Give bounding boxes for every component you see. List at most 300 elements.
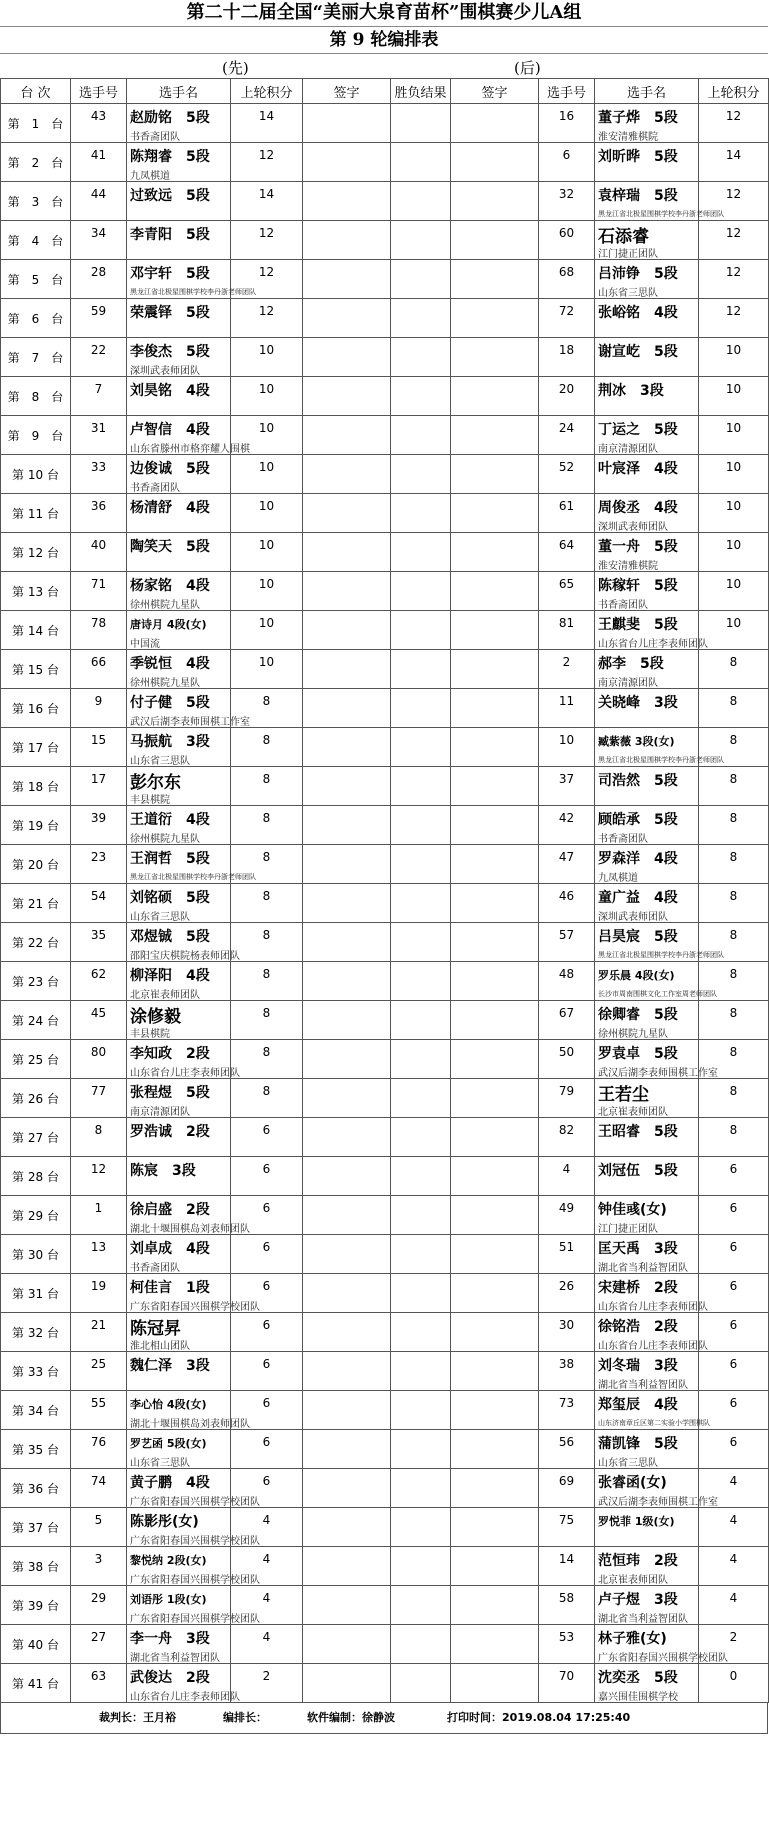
- black-player-team: 书香斋团队: [130, 483, 180, 494]
- black-player-team: 山东省台儿庄李表师团队: [130, 1068, 240, 1079]
- black-player-team: 山东省滕州市格弈耀人围棋: [130, 444, 250, 455]
- white-prev-points: 6: [699, 1430, 769, 1469]
- black-player-team: 九凤棋道: [130, 171, 170, 182]
- white-seed: 42: [539, 806, 595, 845]
- table-number: 第 24 台: [1, 1001, 71, 1040]
- black-sign-cell: [303, 1625, 391, 1664]
- black-sign-cell: [303, 377, 391, 416]
- black-sign-cell: [303, 845, 391, 884]
- black-sign-cell: [303, 611, 391, 650]
- black-sign-cell: [303, 221, 391, 260]
- white-sign-cell: [451, 728, 539, 767]
- black-player: [127, 221, 231, 260]
- black-sign-cell: [303, 1040, 391, 1079]
- pairing-row: [1, 572, 769, 611]
- black-prev-points: 4: [231, 1625, 303, 1664]
- white-prev-points: 6: [699, 1157, 769, 1196]
- result-cell: [391, 1547, 451, 1586]
- white-sign-cell: [451, 533, 539, 572]
- white-sign-cell: [451, 1586, 539, 1625]
- black-sign-cell: [303, 1430, 391, 1469]
- white-player: [595, 650, 699, 689]
- white-player-name: 罗悦菲 1级(女): [598, 1515, 675, 1528]
- white-player: [595, 728, 724, 767]
- white-sign-cell: [451, 494, 539, 533]
- black-prev-points: 8: [231, 962, 303, 1001]
- white-seed: 48: [539, 962, 595, 1001]
- result-cell: [391, 533, 451, 572]
- white-seed: 82: [539, 1118, 595, 1157]
- black-player-team: 北京崔表师团队: [130, 990, 200, 1001]
- white-prev-points: 8: [699, 1040, 769, 1079]
- white-player-name: 张峪铭 4段: [598, 305, 678, 321]
- black-player-name: 荣震铎 5段: [130, 305, 210, 321]
- header-row: [1, 79, 769, 104]
- black-prev-points: 10: [231, 494, 303, 533]
- black-player-team: 丰县棋院: [130, 1029, 170, 1040]
- black-player-team: 湖北十堰围棋岛刘表师团队: [130, 1419, 250, 1430]
- white-player-name: 石添睿: [598, 227, 649, 247]
- black-sign-cell: [303, 1508, 391, 1547]
- footer: [0, 1703, 768, 1734]
- black-sign-cell: [303, 923, 391, 962]
- black-player: [127, 650, 231, 689]
- white-player: [595, 1001, 699, 1040]
- white-player-team: 江门捷正团队: [598, 1224, 658, 1235]
- pairing-row: [1, 1508, 769, 1547]
- black-seed: 62: [71, 962, 127, 1001]
- pairing-row: [1, 1586, 769, 1625]
- white-player: [595, 1118, 699, 1157]
- white-player-team: 深圳武表师团队: [598, 522, 668, 533]
- black-seed: 19: [71, 1274, 127, 1313]
- table-number: 第 15 台: [1, 650, 71, 689]
- black-prev-points: 10: [231, 455, 303, 494]
- result-cell: [391, 572, 451, 611]
- table-number: 第 35 台: [1, 1430, 71, 1469]
- pairing-row: [1, 338, 769, 377]
- white-player: [595, 845, 699, 884]
- white-sign-cell: [451, 1313, 539, 1352]
- black-player: [127, 1352, 231, 1391]
- white-prev-points: 10: [699, 455, 769, 494]
- black-player-team: 中国流: [130, 639, 160, 650]
- white-prev-points: 2: [699, 1625, 769, 1664]
- pairing-row: [1, 1157, 769, 1196]
- black-player: [127, 1157, 231, 1196]
- table-number: 第 2 台: [1, 143, 71, 182]
- white-player-name: 张睿函(女): [598, 1475, 667, 1491]
- black-player: [127, 455, 231, 494]
- black-sign-cell: [303, 182, 391, 221]
- black-sign-cell: [303, 806, 391, 845]
- white-player-name: 童广益 4段: [598, 890, 678, 906]
- black-sign-cell: [303, 1547, 391, 1586]
- table-number: 第 21 台: [1, 884, 71, 923]
- table-number: 第 1 台: [1, 104, 71, 143]
- result-cell: [391, 455, 451, 494]
- side-labels: [0, 54, 768, 78]
- black-sign-cell: [303, 767, 391, 806]
- white-seed: 57: [539, 923, 595, 962]
- result-cell: [391, 728, 451, 767]
- white-seed: 67: [539, 1001, 595, 1040]
- pairing-row: [1, 806, 769, 845]
- white-prev-points: 12: [699, 260, 769, 299]
- black-prev-points: 8: [231, 767, 303, 806]
- white-sign-cell: [451, 1430, 539, 1469]
- black-sign-cell: [303, 1001, 391, 1040]
- black-player-name: 李心怡 4段(女): [130, 1398, 207, 1411]
- white-player-name: 罗乐晨 4段(女): [598, 969, 675, 982]
- white-prev-points: 6: [699, 1196, 769, 1235]
- black-player-name: 黎悦纳 2段(女): [130, 1554, 207, 1567]
- result-cell: [391, 1391, 451, 1430]
- pairing-row: [1, 104, 769, 143]
- white-seed: 26: [539, 1274, 595, 1313]
- table-number: 第 12 台: [1, 533, 71, 572]
- white-player: [595, 221, 699, 260]
- pairing-row: [1, 182, 769, 221]
- white-player-name: 钟佳彧(女): [598, 1202, 667, 1218]
- black-seed: 21: [71, 1313, 127, 1352]
- white-sign-cell: [451, 104, 539, 143]
- black-player-team: 深圳武表师团队: [130, 366, 200, 377]
- table-number: 第 25 台: [1, 1040, 71, 1079]
- white-sign-cell: [451, 767, 539, 806]
- black-player: [127, 338, 231, 377]
- black-player-name: 罗浩诚 2段: [130, 1124, 210, 1140]
- black-player: [127, 182, 231, 221]
- table-number: 第 6 台: [1, 299, 71, 338]
- white-player-name: 臧紫薇 3段(女): [598, 735, 675, 748]
- header-table: 台 次: [1, 79, 71, 104]
- white-player-name: 刘昕晔 5段: [598, 149, 678, 165]
- black-player: [127, 1547, 260, 1586]
- white-seed: 51: [539, 1235, 595, 1274]
- white-player-team: 山东省三思队: [598, 1458, 658, 1469]
- black-prev-points: 6: [231, 1469, 303, 1508]
- black-prev-points: 8: [231, 806, 303, 845]
- table-number: 第 40 台: [1, 1625, 71, 1664]
- white-player: [595, 182, 724, 221]
- black-player-name: 张程煜 5段: [130, 1085, 210, 1101]
- white-prev-points: 8: [699, 962, 769, 1001]
- black-player-team: 书香斋团队: [130, 1263, 180, 1274]
- white-seed: 64: [539, 533, 595, 572]
- white-player-name: 王麒斐 5段: [598, 617, 678, 633]
- black-sign-cell: [303, 962, 391, 1001]
- white-prev-points: 8: [699, 923, 769, 962]
- black-sign-cell: [303, 1118, 391, 1157]
- black-prev-points: 10: [231, 611, 303, 650]
- white-sign-cell: [451, 1079, 539, 1118]
- black-player: [127, 494, 231, 533]
- black-sign-cell: [303, 299, 391, 338]
- black-sign-cell: [303, 1157, 391, 1196]
- black-player-team: 山东省三思队: [130, 756, 190, 767]
- result-cell: [391, 1274, 451, 1313]
- black-seed: 45: [71, 1001, 127, 1040]
- black-player-name: 陶笑天 5段: [130, 539, 210, 555]
- white-seed: 65: [539, 572, 595, 611]
- black-seed: 39: [71, 806, 127, 845]
- white-sign-cell: [451, 1196, 539, 1235]
- white-prev-points: 10: [699, 572, 769, 611]
- black-player-team: 广东省阳春国兴围棋学校团队: [130, 1302, 260, 1313]
- table-number: 第 28 台: [1, 1157, 71, 1196]
- white-player-team: 长沙市周南围棋文化工作室周老师团队: [598, 990, 717, 998]
- black-player-name: 刘铭硕 5段: [130, 890, 210, 906]
- white-prev-points: 14: [699, 143, 769, 182]
- black-player: [127, 884, 231, 923]
- white-prev-points: 12: [699, 221, 769, 260]
- table-number: 第 16 台: [1, 689, 71, 728]
- black-sign-cell: [303, 455, 391, 494]
- white-prev-points: 0: [699, 1664, 769, 1703]
- white-player: [595, 338, 699, 377]
- black-seed: 36: [71, 494, 127, 533]
- black-player-name: 唐诗月 4段(女): [130, 618, 207, 631]
- black-player-name: 武俊达 2段: [130, 1670, 210, 1686]
- black-player-name: 李知政 2段: [130, 1046, 210, 1062]
- result-cell: [391, 845, 451, 884]
- black-player-name: 魏仁泽 3段: [130, 1358, 210, 1374]
- table-number: 第 34 台: [1, 1391, 71, 1430]
- pairing-row: [1, 962, 769, 1001]
- white-player-name: 关晓峰 3段: [598, 695, 678, 711]
- white-prev-points: 4: [699, 1508, 769, 1547]
- black-player-name: 陈翔睿 5段: [130, 149, 210, 165]
- white-player: [595, 689, 699, 728]
- black-player: [127, 143, 231, 182]
- white-player-name: 王若尘: [598, 1085, 649, 1105]
- result-cell: [391, 1625, 451, 1664]
- header-white-seed: 选手号: [539, 79, 595, 104]
- table-number: 第 27 台: [1, 1118, 71, 1157]
- white-player-name: 顾皓承 5段: [598, 812, 678, 828]
- white-sign-cell: [451, 1001, 539, 1040]
- black-seed: 54: [71, 884, 127, 923]
- black-player-name: 刘昊铭 4段: [130, 383, 210, 399]
- black-player-team: 南京清源团队: [130, 1107, 190, 1118]
- white-seed: 24: [539, 416, 595, 455]
- table-number: 第 10 台: [1, 455, 71, 494]
- black-player-name: 陈宸 3段: [130, 1163, 196, 1179]
- black-sign-cell: [303, 533, 391, 572]
- white-sign-cell: [451, 1547, 539, 1586]
- white-prev-points: 8: [699, 650, 769, 689]
- pairing-row: [1, 1079, 769, 1118]
- side-white-label: (后): [514, 59, 541, 77]
- black-seed: 40: [71, 533, 127, 572]
- result-cell: [391, 611, 451, 650]
- white-sign-cell: [451, 1235, 539, 1274]
- white-sign-cell: [451, 884, 539, 923]
- black-player-name: 季锐恒 4段: [130, 656, 210, 672]
- black-sign-cell: [303, 260, 391, 299]
- pairing-row: [1, 1352, 769, 1391]
- black-player: [127, 1430, 231, 1469]
- white-prev-points: 10: [699, 611, 769, 650]
- white-sign-cell: [451, 1274, 539, 1313]
- white-prev-points: 4: [699, 1469, 769, 1508]
- white-seed: 10: [539, 728, 595, 767]
- pairing-table: [0, 78, 769, 1703]
- black-seed: 59: [71, 299, 127, 338]
- black-prev-points: 12: [231, 299, 303, 338]
- black-prev-points: 8: [231, 728, 303, 767]
- white-player: [595, 611, 708, 650]
- black-player-name: 刘卓成 4段: [130, 1241, 210, 1257]
- black-seed: 28: [71, 260, 127, 299]
- black-player: [127, 1235, 231, 1274]
- white-prev-points: 6: [699, 1274, 769, 1313]
- table-number: 第 32 台: [1, 1313, 71, 1352]
- white-player-team: 黑龙江省北极星围棋学校李丹浙老师团队: [598, 756, 724, 764]
- white-sign-cell: [451, 1664, 539, 1703]
- black-player: [127, 728, 231, 767]
- white-player: [595, 1586, 699, 1625]
- white-player-name: 匡天禹 3段: [598, 1241, 678, 1257]
- white-prev-points: 6: [699, 1313, 769, 1352]
- black-player-name: 王道衍 4段: [130, 812, 210, 828]
- white-seed: 61: [539, 494, 595, 533]
- pairing-row: [1, 1118, 769, 1157]
- white-player: [595, 923, 724, 962]
- white-seed: 38: [539, 1352, 595, 1391]
- white-player-team: 书香斋团队: [598, 834, 648, 845]
- result-cell: [391, 416, 451, 455]
- result-cell: [391, 1430, 451, 1469]
- white-player: [595, 1391, 710, 1430]
- pairing-body: [1, 104, 769, 1703]
- white-player-name: 袁梓瑞 5段: [598, 188, 678, 204]
- white-sign-cell: [451, 143, 539, 182]
- pairing-row: [1, 611, 769, 650]
- white-seed: 6: [539, 143, 595, 182]
- white-prev-points: 6: [699, 1391, 769, 1430]
- white-player: [595, 1157, 699, 1196]
- black-prev-points: 6: [231, 1352, 303, 1391]
- pairing-row: [1, 377, 769, 416]
- black-seed: 15: [71, 728, 127, 767]
- black-player-team: 山东省台儿庄李表师团队: [130, 1692, 240, 1703]
- white-player-name: 刘冠伍 5段: [598, 1163, 678, 1179]
- white-player-name: 刘冬瑞 3段: [598, 1358, 678, 1374]
- white-prev-points: 12: [699, 299, 769, 338]
- black-player: [127, 1196, 250, 1235]
- black-sign-cell: [303, 1274, 391, 1313]
- white-player-team: 淮安清雅棋院: [598, 132, 658, 143]
- table-number: 第 11 台: [1, 494, 71, 533]
- white-prev-points: 10: [699, 416, 769, 455]
- white-sign-cell: [451, 299, 539, 338]
- pairing-row: [1, 884, 769, 923]
- pairing-row: [1, 1391, 769, 1430]
- black-player-name: 柳泽阳 4段: [130, 968, 210, 984]
- black-player-name: 李一舟 3段: [130, 1631, 210, 1647]
- white-player: [595, 1079, 699, 1118]
- white-player: [595, 1040, 718, 1079]
- result-cell: [391, 1079, 451, 1118]
- white-player: [595, 104, 699, 143]
- result-cell: [391, 1469, 451, 1508]
- result-cell: [391, 767, 451, 806]
- white-player-team: 书香斋团队: [598, 600, 648, 611]
- white-sign-cell: [451, 845, 539, 884]
- white-player: [595, 377, 699, 416]
- black-player: [127, 260, 256, 299]
- black-player-name: 柯佳言 1段: [130, 1280, 210, 1296]
- white-player-name: 宋建桥 2段: [598, 1280, 678, 1296]
- white-player-name: 董一舟 5段: [598, 539, 678, 555]
- white-player: [595, 572, 699, 611]
- black-prev-points: 6: [231, 1196, 303, 1235]
- white-prev-points: 8: [699, 845, 769, 884]
- black-sign-cell: [303, 728, 391, 767]
- black-seed: 80: [71, 1040, 127, 1079]
- black-player: [127, 611, 231, 650]
- white-sign-cell: [451, 1352, 539, 1391]
- pairing-row: [1, 1040, 769, 1079]
- black-seed: 41: [71, 143, 127, 182]
- white-player-team: 山东省三思队: [598, 288, 658, 299]
- header-white-sign: 签字: [451, 79, 539, 104]
- pairing-row: [1, 1313, 769, 1352]
- white-seed: 81: [539, 611, 595, 650]
- black-player-team: 湖北十堰围棋岛刘表师团队: [130, 1224, 250, 1235]
- table-number: 第 22 台: [1, 923, 71, 962]
- black-prev-points: 4: [231, 1547, 303, 1586]
- white-sign-cell: [451, 611, 539, 650]
- table-number: 第 18 台: [1, 767, 71, 806]
- black-player-name: 王润哲 5段: [130, 851, 210, 867]
- white-sign-cell: [451, 338, 539, 377]
- white-prev-points: 8: [699, 1118, 769, 1157]
- white-player-team: 山东省台儿庄李表师团队: [598, 639, 708, 650]
- white-player: [595, 1352, 699, 1391]
- referee-label: 裁判长：王月裕: [99, 1711, 176, 1724]
- white-player-team: 武汉后湖李表师围棋工作室: [598, 1497, 718, 1508]
- black-player: [127, 1079, 231, 1118]
- white-player-name: 吕沛铮 5段: [598, 266, 678, 282]
- white-player-name: 丁运之 5段: [598, 422, 678, 438]
- white-player: [595, 1547, 699, 1586]
- black-sign-cell: [303, 1313, 391, 1352]
- black-player: [127, 1118, 231, 1157]
- result-cell: [391, 182, 451, 221]
- black-seed: 35: [71, 923, 127, 962]
- white-player: [595, 1313, 708, 1352]
- black-player-team: 广东省阳春国兴围棋学校团队: [130, 1497, 260, 1508]
- white-player-name: 董子烨 5段: [598, 110, 678, 126]
- white-prev-points: 8: [699, 1079, 769, 1118]
- pairing-row: [1, 260, 769, 299]
- black-seed: 71: [71, 572, 127, 611]
- white-player-team: 北京崔表师团队: [598, 1575, 668, 1586]
- black-sign-cell: [303, 1586, 391, 1625]
- black-seed: 55: [71, 1391, 127, 1430]
- white-player-team: 黑龙江省北极星围棋学校李丹浙老师团队: [598, 951, 724, 959]
- black-prev-points: 10: [231, 377, 303, 416]
- table-number: 第 5 台: [1, 260, 71, 299]
- black-seed: 17: [71, 767, 127, 806]
- black-player-team: 徐州棋院九星队: [130, 600, 200, 611]
- black-seed: 44: [71, 182, 127, 221]
- result-cell: [391, 1118, 451, 1157]
- black-player-name: 付子健 5段: [130, 695, 210, 711]
